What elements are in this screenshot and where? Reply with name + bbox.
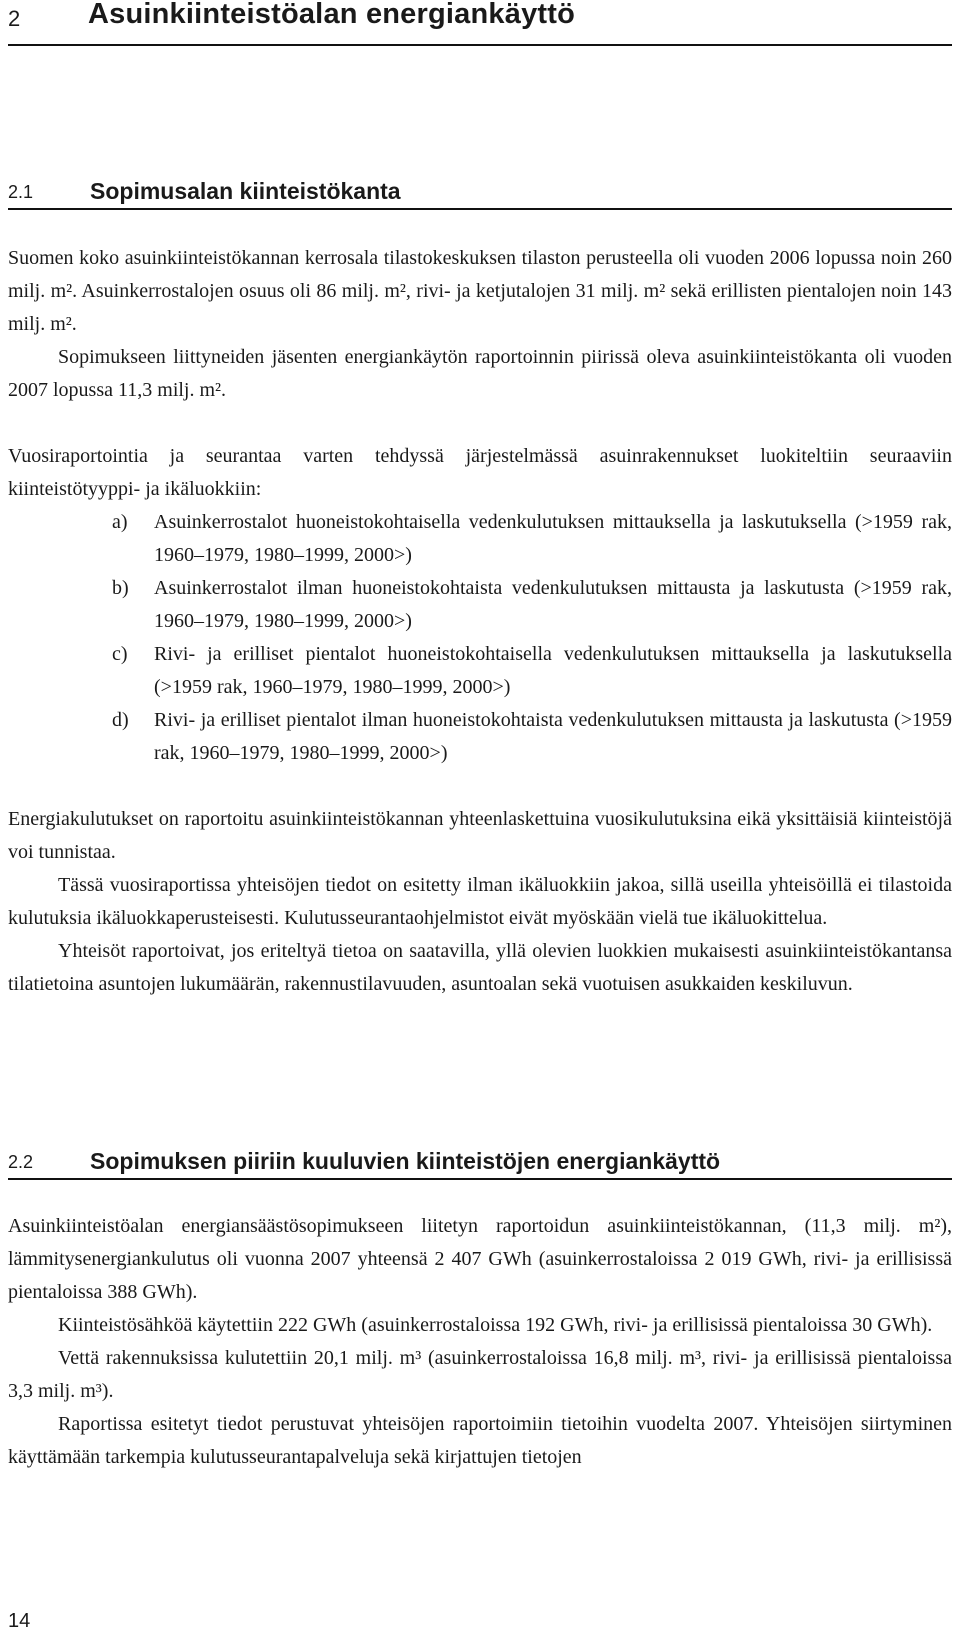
list-item-text: Rivi- ja erilliset pientalot huoneistokohtaisella vedenkulutuksen mittauksella ja laskutuksella (>1959 rak, 1960–1979, 1980–1999, 2000>) xyxy=(154,643,952,698)
list-marker: d) xyxy=(112,709,129,731)
section-heading-2-1 xyxy=(8,168,952,210)
list-marker: c) xyxy=(112,643,128,665)
section-number: 2.2 xyxy=(8,1152,34,1172)
section-2-2-body xyxy=(8,1210,952,1474)
section-2-1-body xyxy=(8,242,952,1001)
paragraph: Yhteisöt raportoivat, jos eriteltyä tietoa on saatavilla, yllä olevien luokkien mukaisesti asuinkiinteistökantansa tilatietoina asuntojen lukumäärän, rakennustilavuuden, asuntoalan sekä vuotuisen asukkaiden keskiluvun. xyxy=(8,940,952,995)
paragraph: Vuosiraportointia ja seurantaa varten tehdyssä järjestelmässä asuinrakennukset luokiteltiin seuraaviin kiinteistötyyppi- ja ikäluokkiin: xyxy=(8,445,952,500)
page-number: 14 xyxy=(8,1610,31,1632)
list-marker: b) xyxy=(112,577,129,599)
section-title: Sopimuksen piiriin kuuluvien kiinteistöjen energiankäyttö xyxy=(90,1148,721,1174)
paragraph: Suomen koko asuinkiinteistökannan kerrosala tilastokeskuksen tilaston perusteella oli vuoden 2006 lopussa noin 260 milj. m². Asuinkerrostalojen osuus oli 86 milj. m², rivi- ja ketjutalojen 31 milj. m² sekä erillisten pientalojen noin 143 milj. m². xyxy=(8,247,952,335)
list-item xyxy=(8,704,952,770)
building-type-list xyxy=(8,506,952,770)
chapter-heading xyxy=(8,0,952,46)
paragraph: Kiinteistösähköä käytettiin 222 GWh (asuinkerrostaloissa 192 GWh, rivi- ja erillisissä pientaloissa 30 GWh). xyxy=(58,1314,933,1336)
paragraph: Sopimukseen liittyneiden jäsenten energiankäytön raportoinnin piirissä oleva asuinkiinteistökanta oli vuoden 2007 lopussa 11,3 milj. m². xyxy=(8,346,952,401)
chapter-title: Asuinkiinteistöalan energiankäyttö xyxy=(88,0,576,30)
section-heading-2-2 xyxy=(8,1138,952,1180)
list-marker: a) xyxy=(112,511,128,533)
paragraph: Energiakulutukset on raportoitu asuinkiinteistökannan yhteenlaskettuina vuosikulutuksina eikä yksittäisiä kiinteistöjä voi tunnistaa. xyxy=(8,808,952,863)
list-item-text: Rivi- ja erilliset pientalot ilman huoneistokohtaista vedenkulutuksen mittausta ja laskutusta (>1959 rak, 1960–1979, 1980–1999, 2000>) xyxy=(154,709,952,764)
paragraph: Raportissa esitetyt tiedot perustuvat yhteisöjen raportoimiin tietoihin vuodelta 2007. Yhteisöjen siirtyminen käyttämään tarkempia kulutusseurantapalveluja sekä kirjattujen tietojen xyxy=(8,1413,952,1468)
list-item xyxy=(8,572,952,638)
list-item xyxy=(8,638,952,704)
paragraph: Tässä vuosiraportissa yhteisöjen tiedot on esitetty ilman ikäluokkiin jakoa, sillä useilla yhteisöillä ei tilastoida kulutuksia ikäluokkaperusteisesti. Kulutusseurantaohjelmistot eivät myöskään vielä tue ikäluokittelua. xyxy=(8,874,952,929)
paragraph: Asuinkiinteistöalan energiansäästösopimukseen liitetyn raportoidun asuinkiinteistökannan, (11,3 milj. m²), lämmitysenergiankulutus oli vuonna 2007 yhteensä 2 407 GWh (asuinkerrostaloissa 2 019 GWh, rivi- ja erillisissä pientaloissa 388 GWh). xyxy=(8,1215,952,1303)
section-number: 2.1 xyxy=(8,182,34,202)
paragraph: Vettä rakennuksissa kulutettiin 20,1 milj. m³ (asuinkerrostaloissa 16,8 milj. m³, rivi- ja erillisissä pientaloissa 3,3 milj. m³). xyxy=(8,1347,952,1402)
list-item-text: Asuinkerrostalot huoneistokohtaisella vedenkulutuksen mittauksella ja laskutuksella (>1959 rak, 1960–1979, 1980–1999, 2000>) xyxy=(154,511,952,566)
section-title: Sopimusalan kiinteistökanta xyxy=(90,178,401,204)
list-item-text: Asuinkerrostalot ilman huoneistokohtaista vedenkulutuksen mittausta ja laskutusta (>1959 rak, 1960–1979, 1980–1999, 2000>) xyxy=(154,577,952,632)
chapter-number: 2 xyxy=(8,6,21,31)
list-item xyxy=(8,506,952,572)
